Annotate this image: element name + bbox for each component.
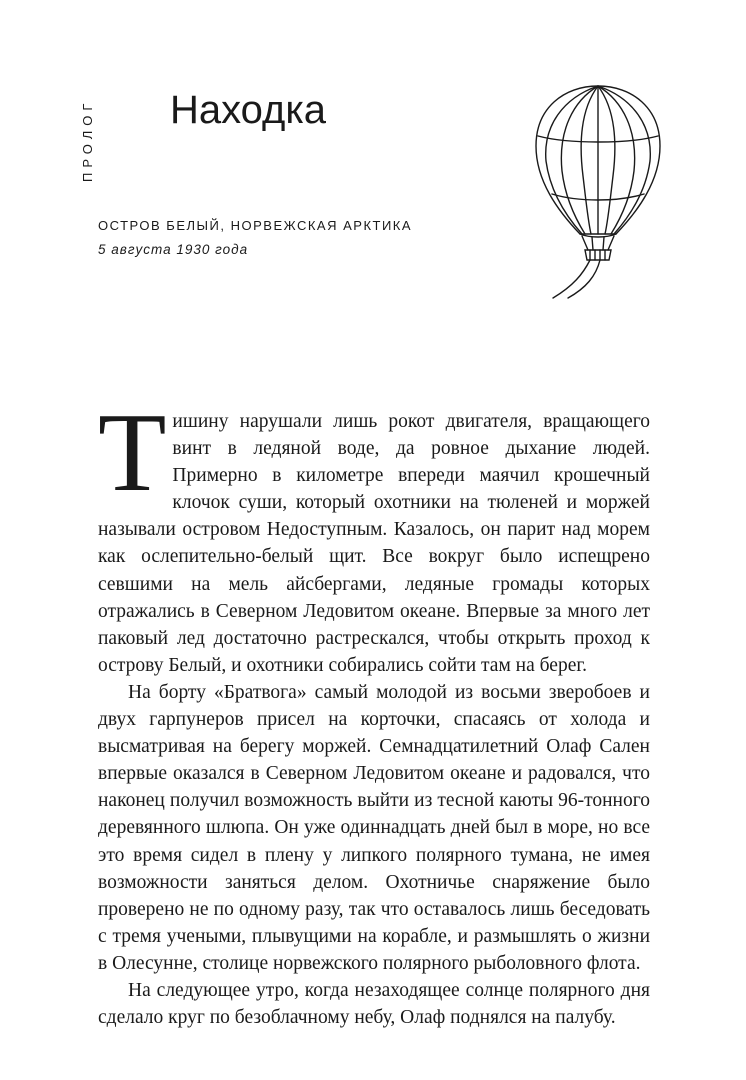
body-text: [98, 391, 650, 1031]
paragraph-text: ишину нарушали лишь рокот двигателя, вращающего винт в ледяной воде, да ровное дыхание людей. Примерно в километре впереди маячил крошечный клочок суши, который охотники на тюленей и моржей называли островом Недоступным. Казалось, он парит над морем как ослепительно-белый щит. Все вокруг было испещрено севшими на мель айсбергами, ледяные громады которых отражались в Северном Ледовитом океане. Впервые за много лет паковый лед достаточно растрескался, чтобы открыть проход к острову Белый, и охотники собирались сойти там на берег.: [98, 411, 650, 676]
paragraph: На следующее утро, когда незаходящее солнце полярного дня сделало круг по безоблачному небу, Олаф поднялся на палубу.: [98, 979, 650, 1029]
date-line: 5 августа 1930 года: [98, 242, 249, 257]
paragraph: На борту «Братвога» самый молодой из восьми зверобоев и двух гарпунеров присел на корточки, спасаясь от холода и высматривая на берегу моржей. Семнадцатилетний Олаф Сален впервые оказался в Северном Ледовитом океане и радовался, что наконец получил возможность выйти из тесной каюты 96-тонного деревянного шлюпа. Он уже одиннадцать дней был в море, но все это время сидел в плену у липкого полярного тумана, не имея возможности заняться делом. Охотничье снаряжение было проверено не по одному разу, так что оставалось лишь беседовать с тремя учеными, плывущими на корабле, и размышлять о жизни в Олесунне, столице норвежского полярного рыболовного флота.: [98, 681, 650, 974]
paragraph: [98, 391, 650, 679]
location-line: ОСТРОВ БЕЛЫЙ, НОРВЕЖСКАЯ АРКТИКА: [98, 218, 413, 233]
hot-air-balloon-icon: [528, 76, 668, 306]
section-label: ПРОЛОГ: [80, 98, 95, 182]
drop-cap: Т: [98, 391, 167, 515]
chapter-title: Находка: [170, 88, 327, 132]
